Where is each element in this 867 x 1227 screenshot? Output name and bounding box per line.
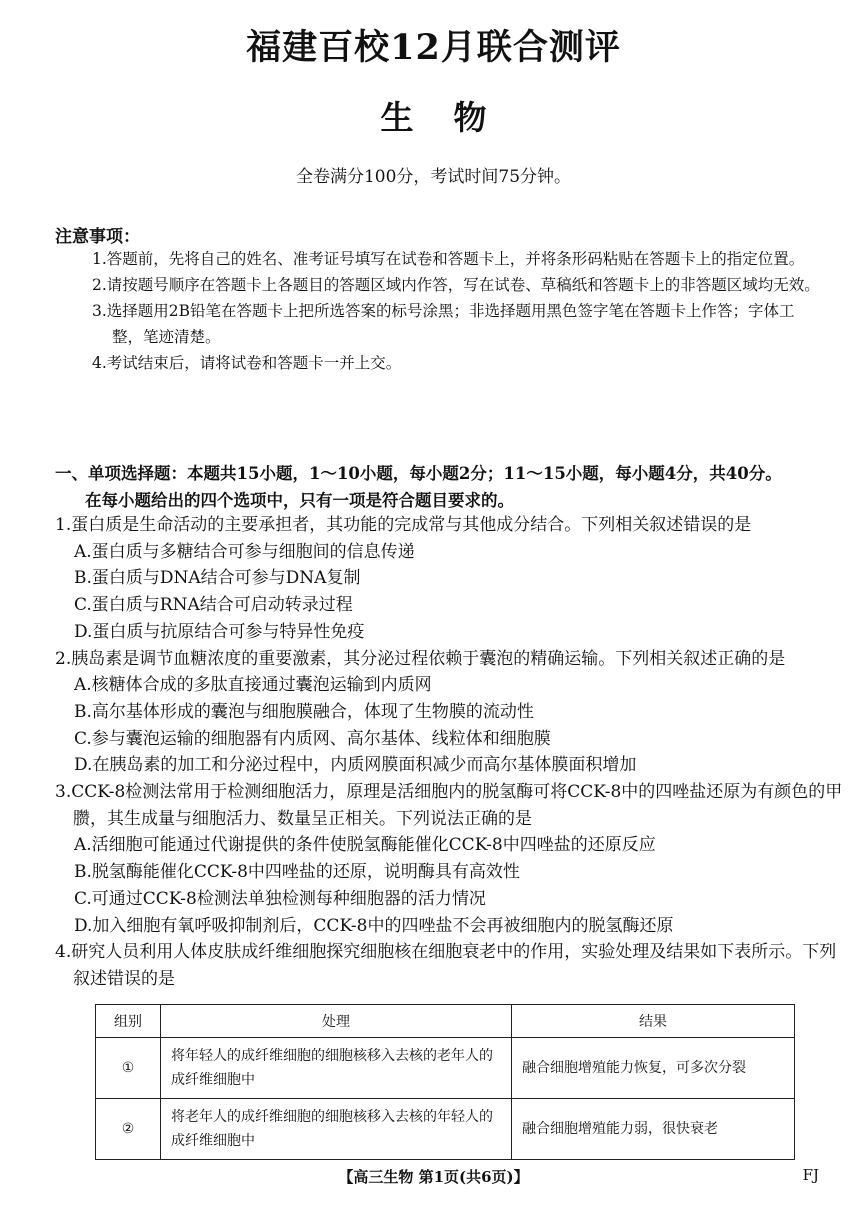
experiment-table [95,1004,795,1160]
footer-code: FJ [802,1166,819,1184]
exam-info: 全卷满分100分，考试时间75分钟。 [295,167,572,187]
option-b: B.脱氢酶能催化CCK-8中四唑盐的还原，说明酶具有高效性 [74,862,520,883]
question-2 [55,646,845,780]
option-d: D.加入细胞有氧呼吸抑制剂后，CCK-8中的四唑盐不会再被细胞内的脱氢酶还原 [74,915,674,936]
option-d: D.蛋白质与抗原结合可参与特异性免疫 [74,621,365,642]
section-heading-line2: 在每小题给出的四个选项中，只有一项是符合题目要求的。 [85,491,514,510]
treatment-cell: 将年轻人的成纤维细胞的细胞核移入去核的老年人的成纤维细胞中 [161,1038,512,1099]
column-header-treatment: 处理 [161,1005,512,1038]
option-c: C.可通过CCK-8检测法单独检测每种细胞器的活力情况 [74,888,486,909]
column-header-group: 组别 [96,1005,161,1038]
option-c: C.参与囊泡运输的细胞器有内质网、高尔基体、线粒体和细胞膜 [74,728,551,749]
notice-item: 4.考试结束后，请将试卷和答题卡一并上交。 [92,354,402,372]
notice-item: 2.请按题号顺序在答题卡上各题目的答题区域内作答，写在试卷、草稿纸和答题卡上的非答题区域均无效。 [92,276,820,294]
subject-title: 生物 [380,98,527,137]
option-d: D.在胰岛素的加工和分泌过程中，内质网膜面积减少而高尔基体膜面积增加 [74,755,637,776]
section-heading-line1: 一、单项选择题：本题共15小题，1～10小题，每小题2分；11～15小题，每小题4分，共40分。 [55,464,782,483]
option-a: A.核糖体合成的多肽直接通过囊泡运输到内质网 [74,675,432,696]
question-4 [55,939,845,992]
question-stem: 2.胰岛素是调节血糖浓度的重要激素，其分泌过程依赖于囊泡的精确运输。下列相关叙述正确的是 [55,648,786,669]
question-stem: 4.研究人员利用人体皮肤成纤维细胞探究细胞核在细胞衰老中的作用，实验处理及结果如下表所示。下列叙述错误的是 [55,942,837,989]
option-c: C.蛋白质与RNA结合可启动转录过程 [74,595,353,616]
notice-item: 1.答题前，先将自己的姓名、准考证号填写在试卷和答题卡上，并将条形码粘贴在答题卡上的指定位置。 [92,250,805,268]
question-list [55,512,845,993]
group-cell: ① [96,1038,161,1099]
result-cell: 融合细胞增殖能力弱，很快衰老 [512,1099,795,1160]
page-footer: 【高三生物 第1页(共6页)】 [338,1168,529,1186]
table-row [96,1038,795,1099]
table-row [96,1099,795,1160]
question-stem: 3.CCK-8检测法常用于检测细胞活力，原理是活细胞内的脱氢酶可将CCK-8中的四唑盐还原为有颜色的甲臜，其生成量与细胞活力、数量呈正相关。下列说法正确的是 [55,782,843,829]
table-header-row [96,1005,795,1038]
notice-item: 3.选择题用2B铅笔在答题卡上把所选答案的标号涂黑；非选择题用黑色签字笔在答题卡上作答；字体工整，笔迹清楚。 [92,302,795,346]
option-b: B.蛋白质与DNA结合可参与DNA复制 [74,568,361,589]
notice-heading: 注意事项： [55,227,140,247]
treatment-cell: 将老年人的成纤维细胞的细胞核移入去核的年轻人的成纤维细胞中 [161,1099,512,1160]
exam-title: 福建百校12月联合测评 [246,27,621,68]
column-header-result: 结果 [512,1005,795,1038]
notice-list [92,246,822,376]
result-cell: 融合细胞增殖能力恢复，可多次分裂 [512,1038,795,1099]
question-stem: 1.蛋白质是生命活动的主要承担者，其功能的完成常与其他成分结合。下列相关叙述错误的是 [55,515,752,535]
group-cell: ② [96,1099,161,1160]
option-b: B.高尔基体形成的囊泡与细胞膜融合，体现了生物膜的流动性 [74,701,534,722]
option-a: A.活细胞可能通过代谢提供的条件使脱氢酶能催化CCK-8中四唑盐的还原反应 [74,835,656,856]
question-3 [55,779,845,939]
section-heading [55,460,845,514]
option-a: A.蛋白质与多糖结合可参与细胞间的信息传递 [74,541,415,562]
question-1 [55,512,845,646]
